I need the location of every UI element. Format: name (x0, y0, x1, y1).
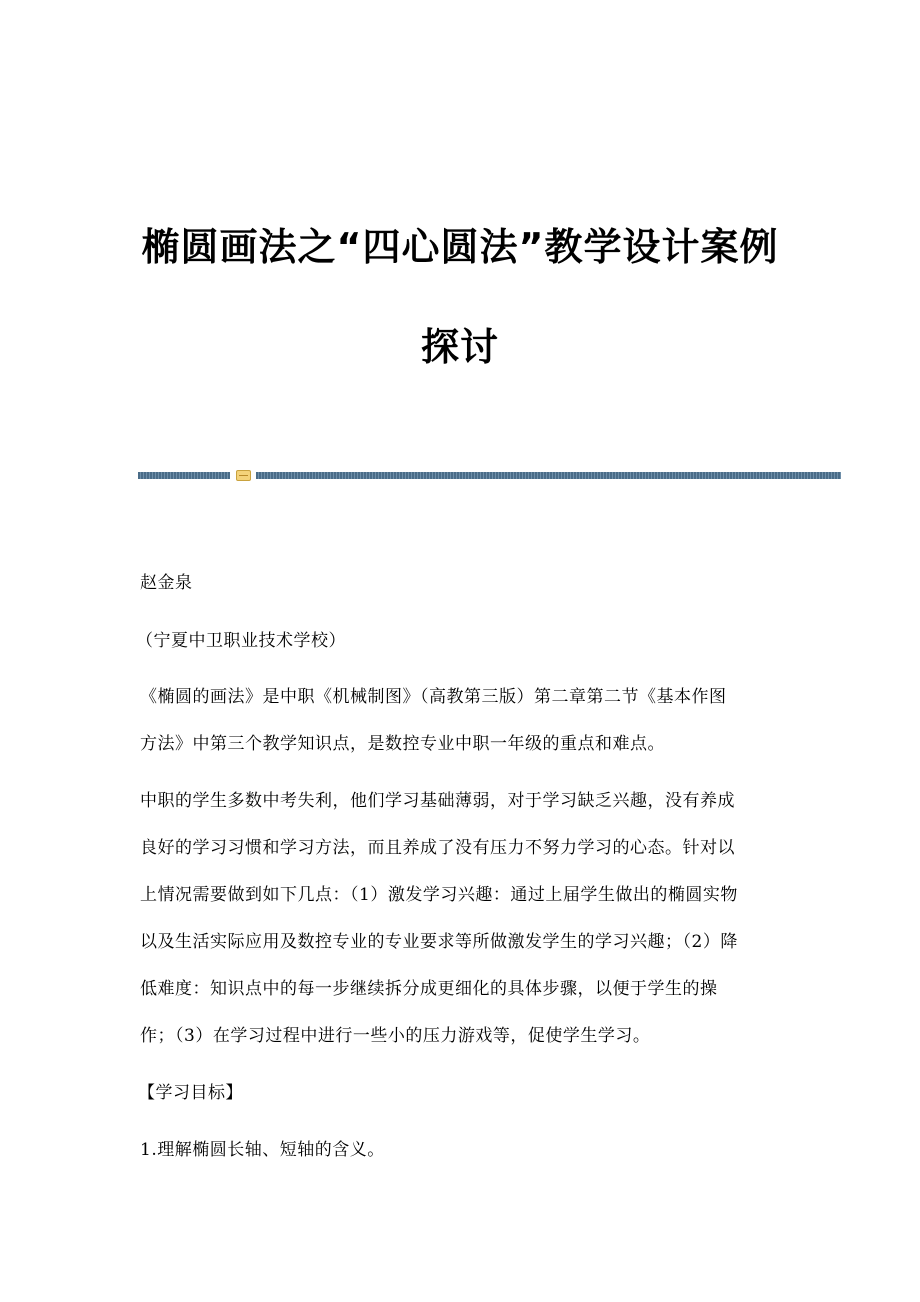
objective-item: 1.理解椭圆长轴、短轴的含义。 (140, 1140, 385, 1160)
title-line-1: 椭圆画法之“四心圆法”教学设计案例 (141, 225, 779, 269)
divider-bar-left (138, 472, 230, 479)
title-line-2: 探讨 (420, 325, 499, 369)
paragraph-line: 以及生活实际应用及数控专业的专业要求等所做激发学生的学习兴趣；（2）降 (140, 932, 738, 952)
envelope-icon (236, 470, 251, 481)
paragraph-line: 良好的学习习惯和学习方法，而且养成了没有压力不努力学习的心态。针对以 (140, 838, 735, 858)
paragraph-line: 《椭圆的画法》是中职《机械制图》（高教第三版）第二章第二节《基本作图 (140, 687, 727, 707)
paragraph-line: 上情况需要做到如下几点：（1）激发学习兴趣：通过上届学生做出的椭圆实物 (140, 885, 738, 905)
title-divider (138, 470, 841, 482)
author-affiliation: （宁夏中卫职业技术学校） (136, 631, 346, 651)
divider-bar-right (256, 472, 841, 479)
paragraph-line: 低难度：知识点中的每一步继续拆分成更细化的具体步骤，以便于学生的操 (140, 979, 718, 999)
paragraph-line: 作；（3）在学习过程中进行一些小的压力游戏等，促使学生学习。 (140, 1026, 651, 1046)
author-name: 赵金泉 (140, 573, 193, 593)
section-heading: 【学习目标】 (138, 1083, 243, 1103)
paragraph-line: 方法》中第三个教学知识点，是数控专业中职一年级的重点和难点。 (140, 734, 665, 754)
paragraph-line: 中职的学生多数中考失利，他们学习基础薄弱，对于学习缺乏兴趣，没有养成 (140, 791, 735, 811)
